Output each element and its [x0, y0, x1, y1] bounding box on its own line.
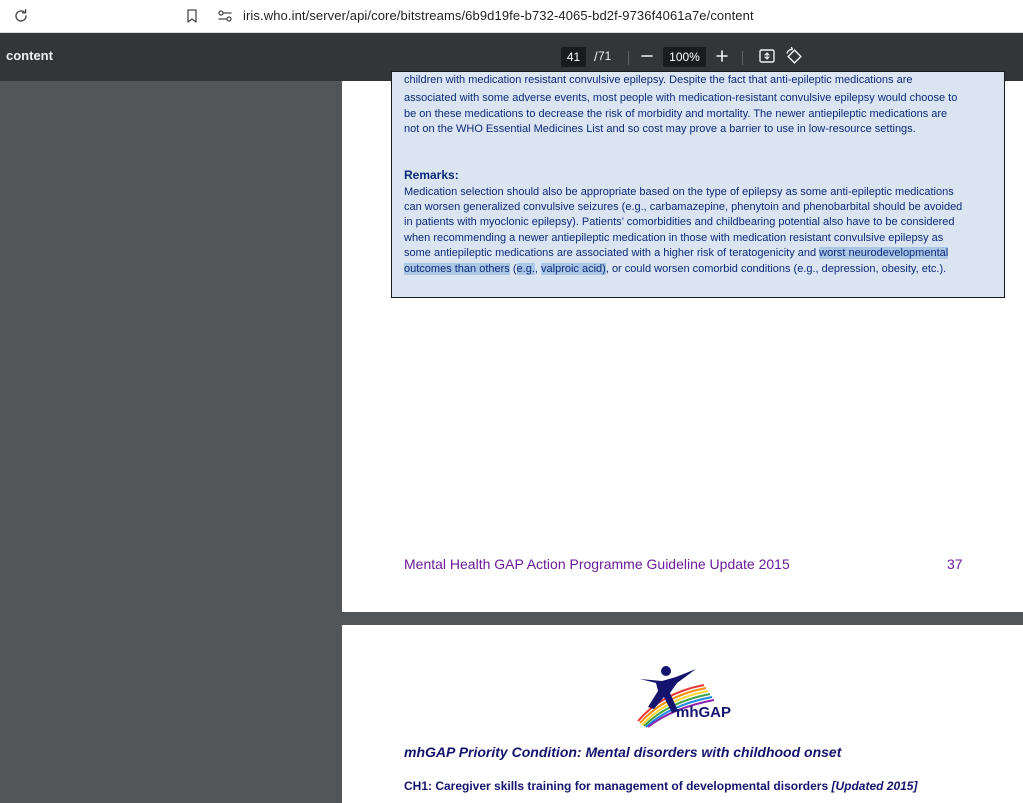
body-line: be on these medications to decrease the risk of morbidity and mortality. The newer antiepileptic medications are [404, 108, 948, 120]
highlighted-text[interactable]: e.g. [516, 263, 535, 275]
zoom-in-icon[interactable] [711, 45, 733, 67]
toolbar-divider [628, 51, 629, 65]
page-number: 37 [947, 556, 963, 572]
page-footer: Mental Health GAP Action Programme Guideline Update 2015 [404, 556, 790, 572]
reload-icon[interactable] [12, 7, 30, 25]
remarks-text: some antiepileptic medications are associated with a higher risk of teratogenicity and [404, 247, 820, 259]
url-text[interactable]: iris.who.int/server/api/core/bitstreams/6b9d19fe-b732-4065-bd2f-9736f4061a7e/content [243, 8, 754, 23]
bookmark-icon[interactable] [184, 7, 200, 25]
remarks-line: can worsen generalized convulsive seizures (e.g., carbamazepine, phenytoin and phenobarbital should be avoided [404, 201, 963, 213]
remarks-line: Medication selection should also be appropriate based on the type of epilepsy as some anti-epileptic medications [404, 186, 954, 198]
rotate-icon[interactable] [783, 45, 805, 67]
pdf-page [342, 74, 1023, 612]
cut-off-line: children with medication resistant convulsive epilepsy. Despite the fact that anti-epileptic medications are [404, 74, 913, 86]
body-line: associated with some adverse events, most people with medication-resistant convulsive epilepsy would choose to [404, 92, 958, 104]
zoom-level-input[interactable]: 100% [663, 47, 706, 67]
remarks-line [404, 247, 948, 259]
zoom-out-icon[interactable] [636, 45, 658, 67]
browser-address-bar [0, 0, 1023, 33]
mhgap-logo [632, 663, 732, 727]
highlighted-text[interactable]: valproic acid) [541, 263, 606, 275]
remarks-text: , [534, 263, 542, 275]
remarks-text: , or could worsen comorbid conditions (e.g., depression, obesity, etc.). [605, 263, 947, 275]
pdf-page [342, 625, 1023, 803]
highlighted-text[interactable]: worst neurodevelopmental [819, 247, 949, 259]
remarks-line [404, 263, 946, 275]
remarks-line: when recommending a newer antiepileptic medication in those with medication resistant convulsive epilepsy as [404, 232, 944, 244]
fit-to-page-icon[interactable] [756, 45, 778, 67]
remarks-heading: Remarks: [404, 168, 459, 182]
toolbar-divider [742, 51, 743, 65]
logo-text: mhGAP [676, 704, 732, 721]
section-title-text: CH1: Caregiver skills training for management of developmental disorders [404, 779, 832, 793]
document-title: content [6, 48, 53, 63]
remarks-text: ( [509, 263, 517, 275]
condition-title: mhGAP Priority Condition: Mental disorders with childhood onset [404, 744, 842, 760]
highlighted-text[interactable]: outcomes than others [404, 263, 510, 275]
site-info-icon[interactable] [216, 7, 234, 25]
remarks-line: in patients with myoclonic epilepsy). Patients’ comorbidities and childbearing potential also have to be considered [404, 216, 955, 228]
body-line: not on the WHO Essential Medicines List and so cost may prove a barrier to use in low-resource settings. [404, 123, 916, 135]
updated-tag: [Updated 2015] [831, 779, 918, 793]
total-pages: 71 [598, 49, 612, 63]
page-number-input[interactable]: 41 [561, 47, 586, 67]
page-separator: / [594, 49, 598, 64]
section-title [404, 779, 917, 793]
